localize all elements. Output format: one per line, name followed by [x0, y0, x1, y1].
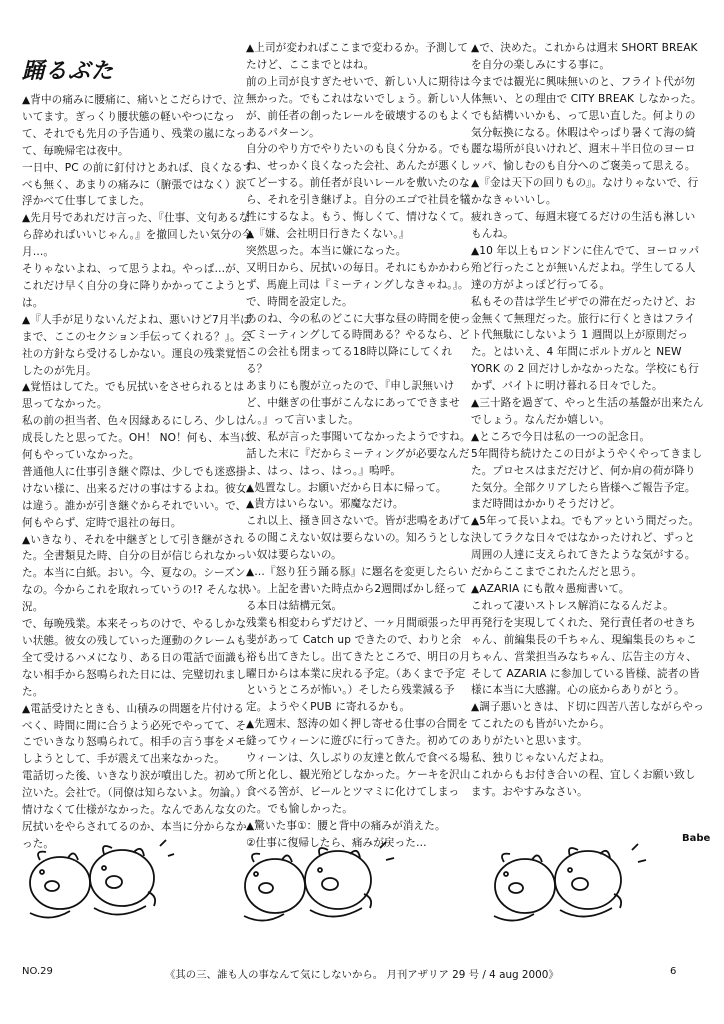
issue-number: NO.29: [22, 966, 53, 977]
article-column-1: ▲背中の痛みに腰痛に、痛いとこだらけで、泣いてます。ぎっくり腰状態の軽いやつになって、それでも先月の予告通り、残業の嵐になって、毎晩帰宅は夜中。 一日中、PC の前に釘付けとあれば、良くなるすべも無く、あまりの痛みに（腑張ではなく）涙浮かべて仕事してました。 ▲先月号であれだけ言った、『仕事、文句あるなら辞めればいいじゃん。』を撤回したい気分の今月…。 そりゃないよね、って思うよね。やっぱ…が、これだけ早く自分の身に降りかかってこようとは。 ▲『人手が足りないんだよね、悪いけど7月半ばまで、ここのセクション手伝ってくれる？』。会社の方針なら受けるしかない。運良の残業覚悟したのが先月。 ▲覚悟はしてた。でも尻拭いをさせられるとは思ってなかった。 私の前の担当者、色々因縁あるにしろ、少しは成長したと思ってた。OH！ NO！何も、本当に何もやっていなかった。 普通他人に仕事引き継ぐ際は、少しでも迷惑掛けない様に、出来るだけの事はするよね。彼女は違う。誰かが引き継ぐからそれでいい。で、何もやらず、定時で退社の毎日。 ▲いきなり、それを中継ぎとして引き継がされた。全書類見た時、自分の目が信じられなかった。本当に白紙。おい。今、夏なの。シーズンなの。今からこれを取れっていうの!? そんな状況。 で、毎晩残業。本来そっちのけで、やるしかない状態。彼女の残していった運動のクレームも全て受けるハメになり、ある日の電話で面識もない相手から怒鳴られた日には、完璧切れました。 ▲電話受けたときも、山積みの問題を片付けるべく、時間に間に合うよう必死でやってて、そこでいきなり怒鳴られて。相手の言う事をメモしようとして、手が震えて出来なかった。 電話切った後、いきなり涙が噴出した。初めて泣いた。会社で。（同僚は知らないよ。勿論。）情けなくて仕様がなかった。なんであんな女の尻拭いをやらされてるのか、本当に分からなかった。: [22, 94, 254, 850]
article-column-2: ▲上司が変わればここまで変わるか。予測してたけど、ここまでとはね。 前の上司が良すぎたせいで、新しい人に期待は無かった。でもこれはないでしょう。新しい人が、前任者の創ったレールを破壊するのもよくあるパターン。 自分のやり方でやりたいのも良く分かる。でもね、せっかく良くなった会社、あんたが悪くしてどーする。前任者が良いレールを敷いたのなら、それを引き継げよ。自分のエゴで社員を犠牲にするなよ。もう、悔しくて、情けなくて。 ▲『嫌、会社明日行きたくない。』 突然思った。本当に嫌になった。 又明日から、尻拭いの毎日。それにもかかわらず、馬鹿上司は『ミーティングしなきゃね。』。で、時間を設定した。 あのね、今の私のどこに大事な昼の時間を使ってミーティングしてる時間ある？やるなら、どこの会社も閉まってる18時以降にしてくれる？ あまりにも腹が立ったので、『申し訳無いけど、中継ぎの仕事がこんなにあってできません。』って言いました。 彼、私が言った事聞いてなかったようですね。話した末に『だからミーティングが必要なんだよ、はっ、はっ、はっ。』嗚呼。 ▲処置なし。お願いだから日本に帰って。 ▲貴方はいらない。邪魔なだけ。 これ以上、掻き回さないで。皆が悲鳴をあげてるの聞こえない奴は要らないの。知ろうとしない奴は要らないの。 ▲…『怒り狂う踊る豚』に題名を変更したらいい。上記を書いた時点から2週間ばかし経ってる本日は結構元気。 残業も相変わらずだけど、一ヶ月間頑張った甲斐があって Catch up できたので、わりと余裕も出てきたし。出てきたところで、明日の月曜日からは本業に戻れる予定。（あくまで予定というところが怖い。）そしたら残業減る予定。ようやくPUB に寄れるかも。 ▲先週末、怒涛の如く押し寄せる仕事の合間を縫ってウィーンに遊びに行ってきた。初めてのウィーンは、久しぶりの友達と飲んで食べる場所と化し、観光殆どしなかった。ケーキを沢山食べる筈が、ビールとツマミに化けてしまった。でも愉しかった。 ▲驚いた事①：腰と背中の痛みが消えた。 ②仕事に復帰したら、痛みが戻った…: [246, 42, 471, 849]
author-signature: Babe: [682, 833, 711, 844]
pig-illustration-middle: [220, 828, 440, 938]
page-number: 6: [670, 966, 677, 977]
article-column-3: ▲で、決めた。これからは週末 SHORT BREAK を自分の楽しみにする事に。 今までは観光に興味無いのと、フライト代が勿体無い、との理由で CITY BREAK しなかった。でも結構いいかも、って思い直した。何よりの気分転換になる。休暇はやっぱり暑くて海の綺麗な場所が良いけれど、週末＋半日位のヨーロッパ、愉しむのも自分へのご褒美って思える。 ▲『金は天下の回りもの』。なけりゃないで、行かなきゃいいし。 疲れきって、毎週末寝てるだけの生活も淋しいもんね。 ▲10 年以上もロンドンに住んでて、ヨーロッパ殆ど行ったことが無いんだよね。学生してる人達の方がよっぽど行ってる。 私もその昔は学生ビザでの滞在だったけど、お金無くて無理だった。旅行に行くときはフライト代無駄にしないよう 1 週間以上が原則だった。とはいえ、4 年間にポルトガルと NEW YORK の 2 回だけしかなかったな。学校にも行かず、バイトに明け暮れる日々でした。 ▲三十路を過ぎて、やっと生活の基盤が出来たんでしょう。なんだか嬉しい。 ▲ところで今日は私の一つの記念日。 5年間待ち続けたこの日がようやくやってきました。プロセスはまだだけど、何か肩の荷が降りた気分。全部クリアしたら皆様へご報告予定。 まだ時間はかかりそうだけど。 ▲5年って長いよね。でもアッという間だった。決してラクな日々ではなかったけれど、ずっと周囲の人達に支えられてきたような気がする。だからここまでこれたんだと思う。 ▲AZARIA にも散々愚痴書いて。 これって凄いストレス解消になるんだよ。 再発行を実現してくれた、発行責任者のせきちゃん、前編集長の千ちゃん、現編集長のちゃこちゃん、営業担当みなちゃん、広告主の方々、そして AZARIA に参加している皆様、読者の皆様に本当に大感謝。心の底からありがとう。 ▲調子悪いときは、ド切に四苦八苦しながらやってこれたのも皆がいたから。 ありがたいと思います。 私、独りじゃないんだよね。 これからもお付き合いの程、宜しくお願い致します。おやすみなさい。: [471, 42, 704, 798]
footer-caption: 《其の三、誰も人の事なんて気にしないから。 月刊アザリア 29 号 / 4 aug 2000》: [165, 969, 559, 981]
pig-illustration-left: [10, 828, 220, 938]
pig-illustration-right: [470, 828, 690, 938]
article-title: 踊るぶた: [22, 58, 115, 84]
